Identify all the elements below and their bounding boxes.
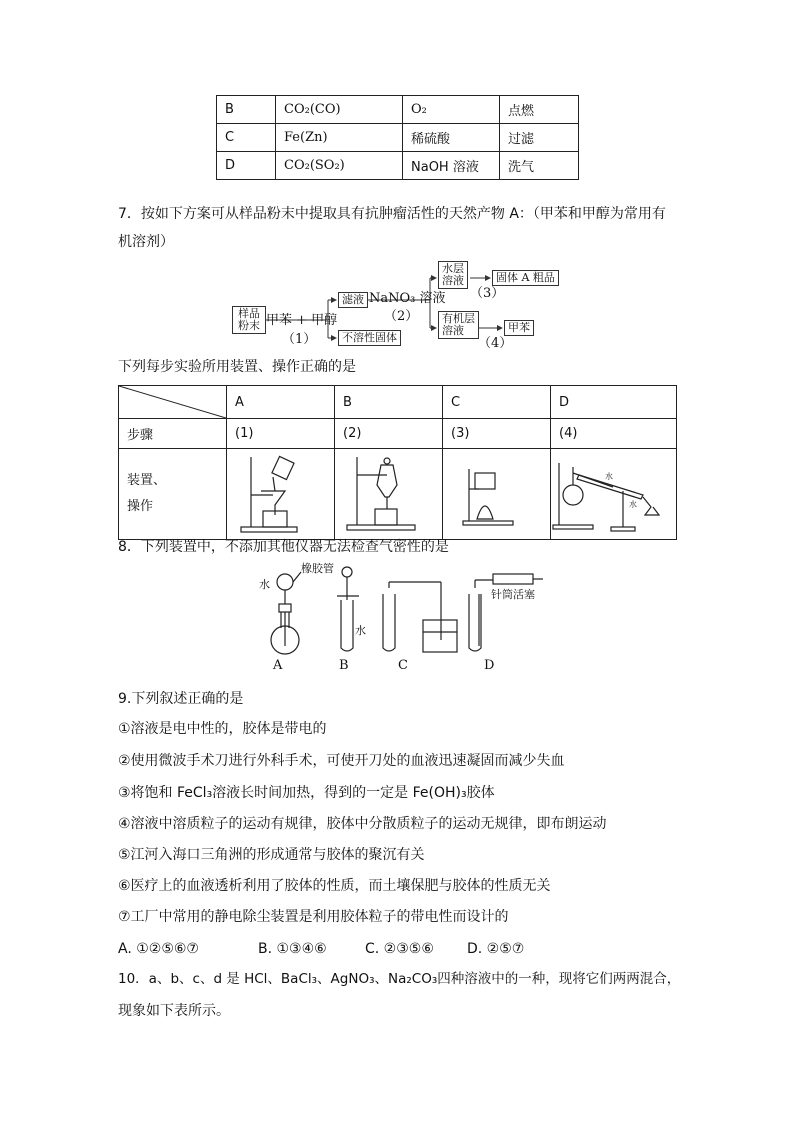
water-layer-box [438,261,468,289]
distillation-apparatus-icon [551,449,676,535]
q7-stem-line2: 机溶剂） [118,234,174,250]
table-cell: (1) [227,419,335,449]
option-a-label: A [273,658,283,673]
crude-solid-box: 固体 A 粗品 [492,270,559,286]
row-label [119,449,227,540]
q10-stem-line1: 10．a、b、c、d 是 HCl、BaCl₃、AgNO₃、Na₂CO₃四种溶液中的一种，现将它们两两混合， [118,971,681,987]
separatory-funnel-cell [335,449,443,540]
statement-item: ⑦工厂中常用的静电除尘装置是利用胶体粒子的带电性而设计的 [118,909,509,925]
statement-item: ⑤江河入海口三角洲的形成通常与胶体的聚沉有关 [118,847,425,863]
step1-label: （1） [282,332,317,347]
sample-label: 样品 [238,307,260,320]
column-header: A [227,386,335,419]
insoluble-solid-box: 不溶性固体 [338,330,401,346]
table-cell: 稀硫酸 [403,124,500,152]
svg-text:水: 水 [629,500,637,509]
statement-item: ②使用微波手术刀进行外科手术，可使开刀处的血液迅速凝固而减少失血 [118,753,565,769]
step4-label: （4） [478,336,513,351]
q9-stem: 9.下列叙述正确的是 [118,691,244,707]
table-cell: C [217,124,276,152]
filtrate-box: 滤液 [338,292,368,308]
option-d-label: D [484,658,495,673]
airtightness-apparatus-figure [255,560,545,672]
organic-layer-box [438,311,479,339]
table-cell: O₂ [403,96,500,124]
separatory-funnel-icon [341,449,436,535]
flow-diagram [230,258,570,352]
water-label: 水 [355,624,366,637]
syringe-plunger-label: 针筒活塞 [491,588,535,601]
column-header: D [551,386,677,419]
q8-stem: 8．下列装置中，不添加其他仪器无法检查气密性的是 [118,539,449,555]
table-cell: D [217,152,276,180]
sample-powder-box [232,306,266,334]
choice-d[interactable]: D. ②⑤⑦ [467,941,525,957]
choice-a[interactable]: A. ①②⑤⑥⑦ [118,941,199,957]
table-cell: NaOH 溶液 [403,152,500,180]
organic-layer-label: 有机层 [442,312,475,325]
option-c-label: C [398,658,408,673]
table-cell: (3) [443,419,551,449]
solution-label: 溶液 [442,324,464,337]
q7-stem-line1: 7．按如下方案可从样品粉末中提取具有抗肿瘤活性的天然产物 A：（甲苯和甲醇为常用有 [118,206,666,222]
evaporation-apparatus-icon [449,449,544,535]
statement-item: ①溶液是电中性的，胶体是带电的 [118,721,327,737]
solution-label: 溶液 [442,274,464,287]
svg-text:水: 水 [605,472,613,481]
statement-item: ⑥医疗上的血液透析利用了胶体的性质，而土壤保肥与胶体的性质无关 [118,878,551,894]
water-label: 水 [259,578,270,591]
statement-item: ③将饱和 FeCl₃溶液长时间加热，得到的一定是 Fe(OH)₃胶体 [118,785,495,801]
step3-label: （3） [470,286,505,301]
table-cell: CO₂(CO) [276,96,403,124]
filtration-apparatus-cell [227,449,335,540]
table-cell: CO₂(SO₂) [276,152,403,180]
filtration-apparatus-icon [233,449,328,535]
table-cell: (2) [335,419,443,449]
column-header: B [335,386,443,419]
rubber-tube-label: 橡胶管 [301,562,334,575]
row-label-line2: 操作 [127,499,154,514]
airtightness-apparatus-icons [255,560,545,656]
step2-label: （2） [384,309,419,324]
column-header: C [443,386,551,419]
statement-item: ④溶液中溶质粒子的运动有规律，胶体中分散质粒子的运动无规律，即布朗运动 [118,816,607,832]
choice-b[interactable]: B. ①③④⑥ [258,941,327,957]
apparatus-table [118,385,677,540]
table-cell: B [217,96,276,124]
row-label-line1: 装置、 [127,473,167,488]
distillation-apparatus-cell [551,449,677,540]
q7-question: 下列每步实验所用装置、操作正确的是 [118,359,356,375]
diagonal-line [119,386,226,418]
separation-table [216,95,579,180]
powder-label: 粉末 [238,319,260,332]
solvent-label: 甲苯 + 甲醇 [266,313,338,328]
table-cell: 洗气 [500,152,579,180]
choice-c[interactable]: C. ②③⑤⑥ [365,941,434,957]
table-cell: (4) [551,419,677,449]
table-cell: Fe(Zn) [276,124,403,152]
reagent-label: NaNO₃ 溶液 [369,291,446,306]
toluene-box: 甲苯 [504,320,534,336]
table-cell: 点燃 [500,96,579,124]
diagonal-header-cell [119,386,227,419]
option-b-label: B [339,658,349,673]
evaporation-apparatus-cell [443,449,551,540]
q10-stem-line2: 现象如下表所示。 [118,1003,230,1019]
water-layer-label: 水层 [442,262,464,275]
row-label: 步骤 [119,419,227,449]
table-cell: 过滤 [500,124,579,152]
